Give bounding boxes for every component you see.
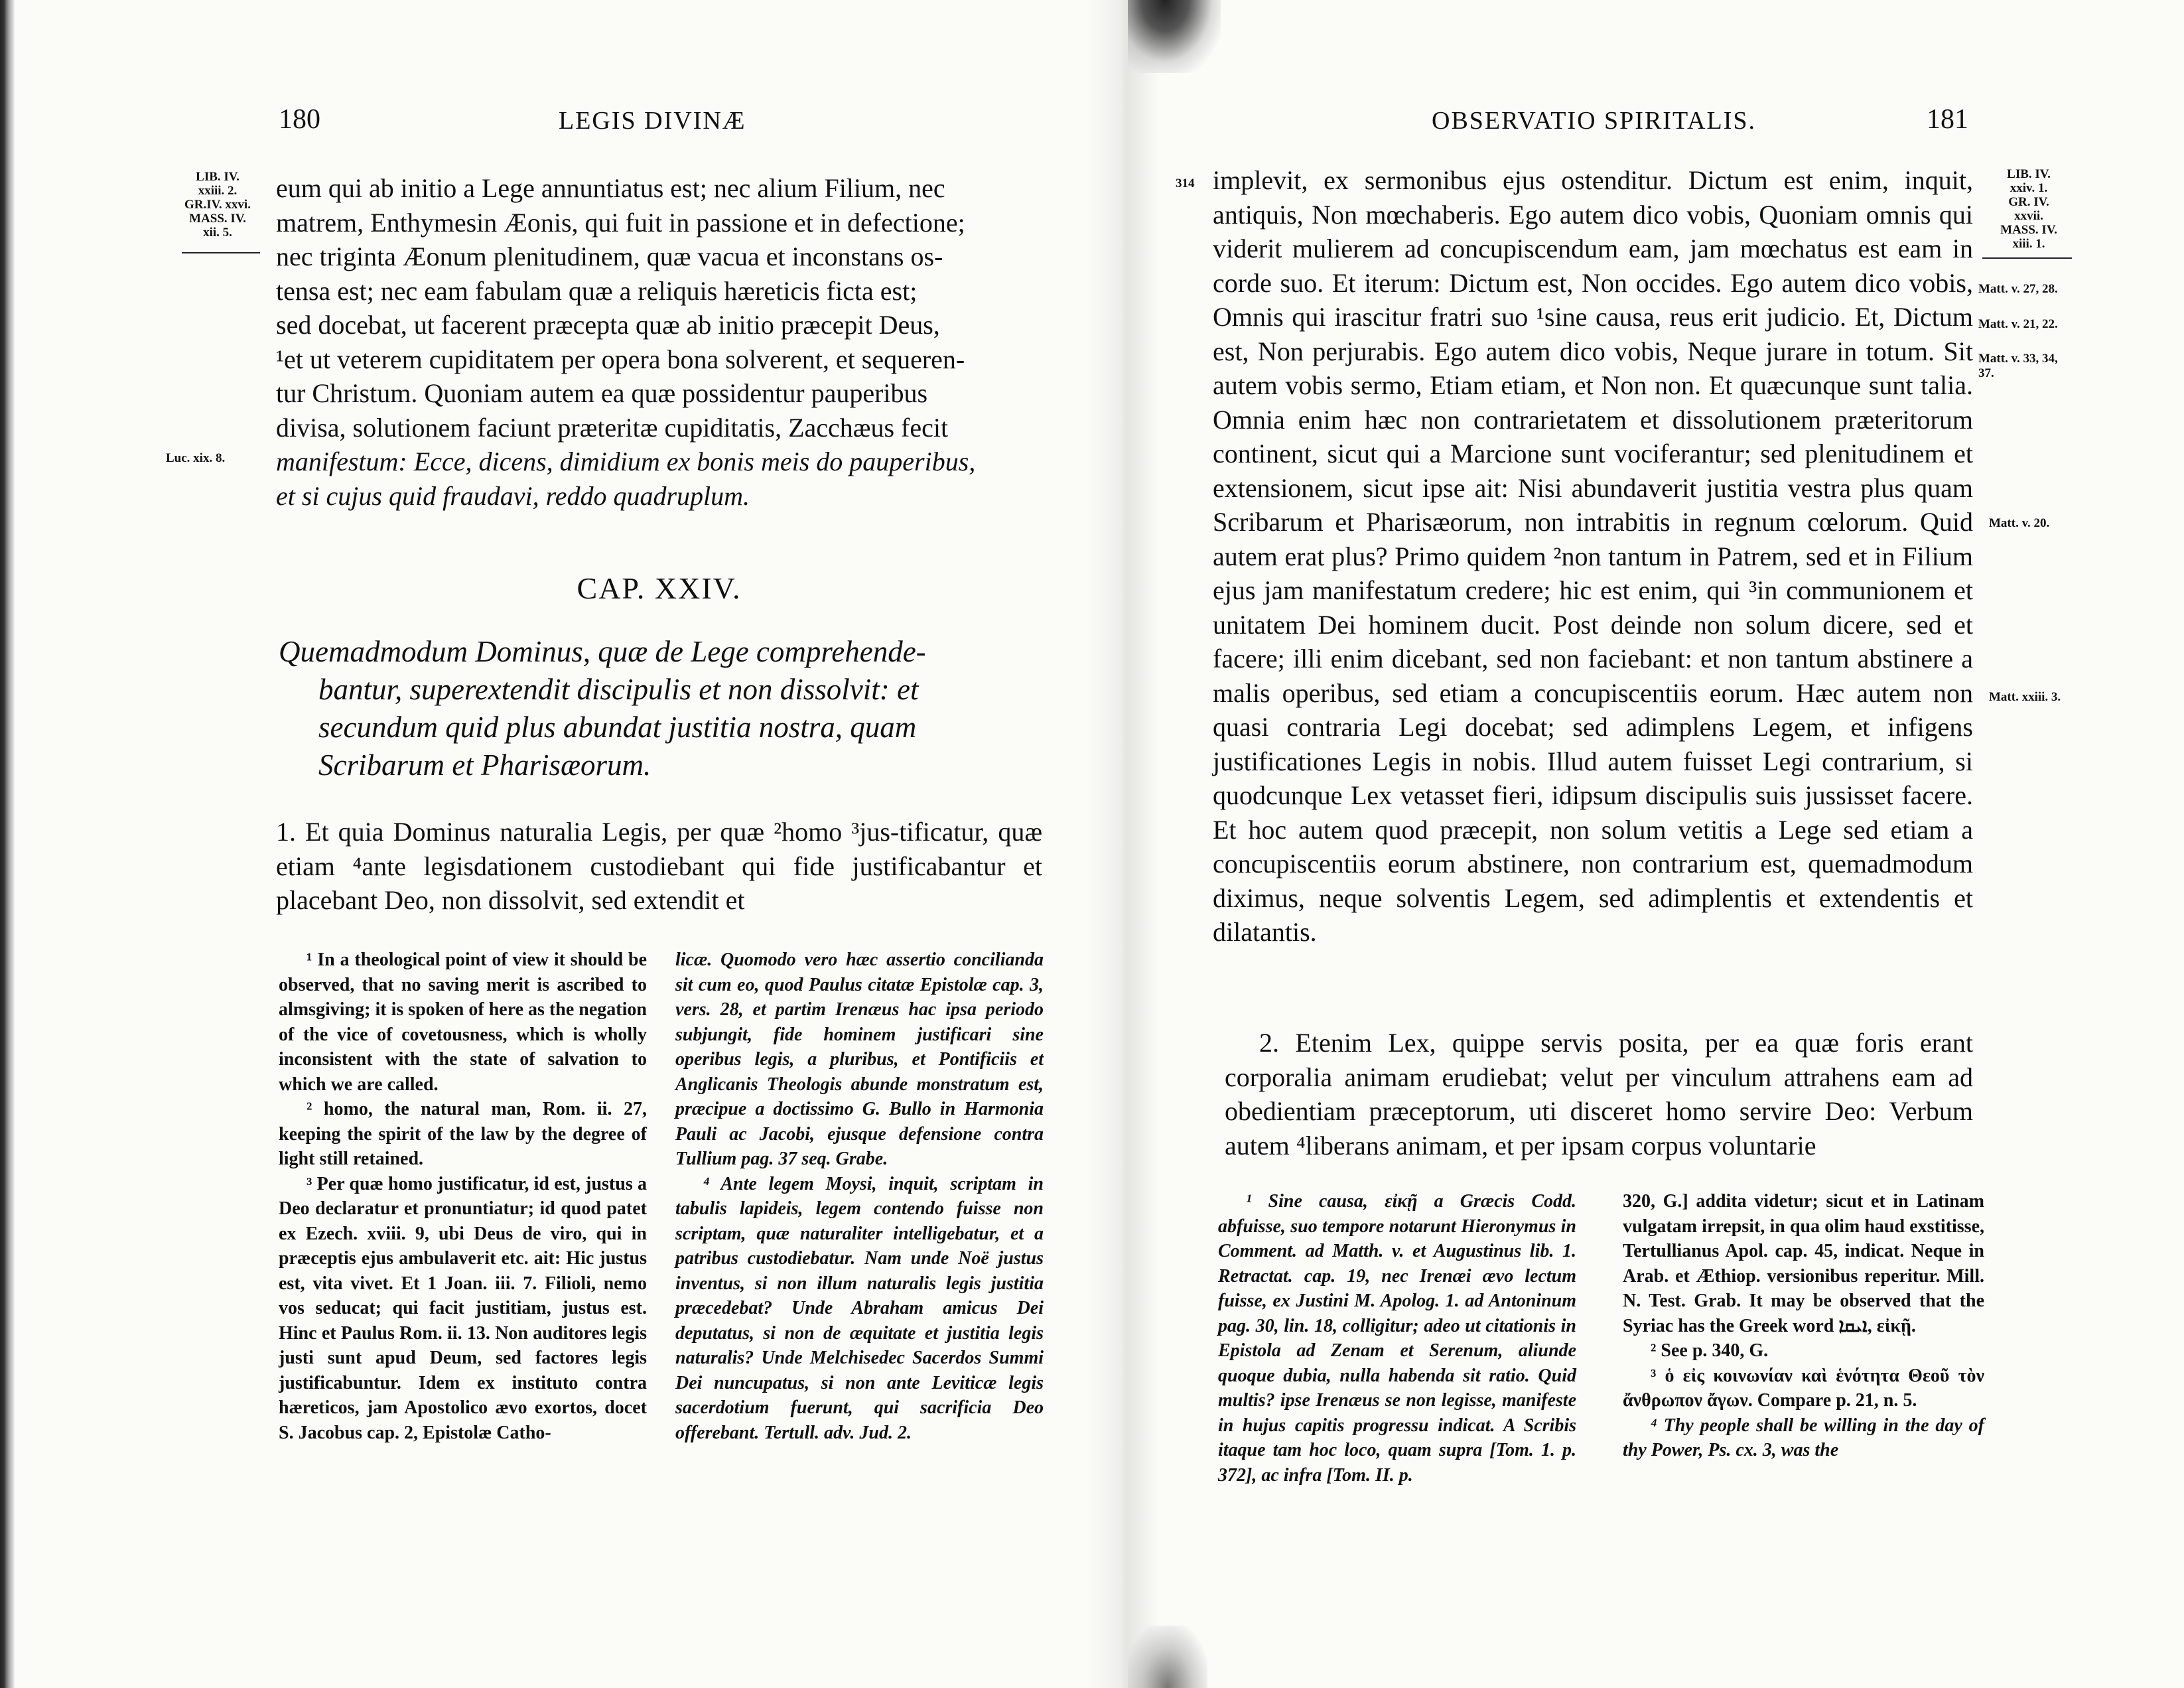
margin-ref-line: MASS. IV. bbox=[189, 212, 246, 226]
scripture-ref: Matt. xxiii. 3. bbox=[1989, 690, 2061, 704]
footnote: ² See p. 340, G. bbox=[1651, 1340, 1769, 1361]
footnote: ³ Per quæ homo justificatur, id est, justus a Deo declaratur et pronuntiatur; id quod patet ex Ezech. xviii. 9, ubi Deus de viro, qui in præceptis ejus ambulaverit etc. ait: Hic justus est, vita vivet. Et 1 Joan. iii. 7. Filioli, nemo vos seducat; qui facit justitiam, justus est. Hinc et Paulus Rom. ii. 13. Non auditores legis justi sunt apud Deum, sed factores legis justificabuntur. Idem ex instituto contra hæreticos, jam Apostolico ævo exortos, docet S. Jacobus cap. 2, Epistolæ Catho- bbox=[279, 1173, 647, 1443]
paragraph-1 bbox=[276, 815, 1042, 918]
text-line: divisa, solutionem faciunt præteritæ cupiditatis, Zacchæus fecit bbox=[276, 412, 949, 443]
scripture-ref: Matt. v. 20. bbox=[1989, 516, 2050, 530]
footnote: ⁴ Thy people shall be willing in the day of thy Power, Ps. cx. 3, was the bbox=[1623, 1415, 1984, 1460]
right-page bbox=[1092, 0, 2184, 1688]
page-number: 181 bbox=[1927, 104, 1968, 135]
page-number: 180 bbox=[279, 104, 320, 135]
margin-section-mark: 314 bbox=[1176, 176, 1195, 190]
footnotes-column-1 bbox=[1218, 1189, 1576, 1488]
margin-ref-line: xxvii. bbox=[2014, 209, 2043, 223]
margin-ref-line: xiii. 1. bbox=[2012, 237, 2045, 251]
footnotes-column-1 bbox=[279, 948, 647, 1445]
margin-ref-line: xxiii. 2. bbox=[198, 184, 238, 198]
margin-ref-line: MASS. IV. bbox=[2000, 223, 2057, 237]
main-text-block bbox=[1213, 163, 1973, 950]
paragraph-text: 2. Etenim Lex, quippe servis posita, per ea quæ foris erant corporalia animam erudiebat; velut per vinculum attrahens eam ad obedientiam præceptorum, uti disceret homo servire Deo: Verbum autem ⁴liberans animam, et per ipsam corpus voluntarie bbox=[1225, 1028, 1973, 1160]
footnote: 320, G.] addita videtur; sicut et in Latinam vulgatam irrepsit, in qua olim haud exstitisse, Tertullianus Apol. cap. 45, indicat. Neque in Arab. et Æthiop. versionibus reperitur. Mill. N. Test. Grab. It may be observed that the Syriac has the Greek word ܐܝܩܐ, εἰκῇ. bbox=[1623, 1191, 1984, 1336]
margin-rule bbox=[182, 252, 260, 253]
main-text-block bbox=[276, 171, 1042, 513]
footnotes-column-2 bbox=[1623, 1189, 1984, 1463]
paragraph-2 bbox=[1225, 1026, 1973, 1162]
text-line: tensa est; nec eam fabulam quæ a reliquis hæreticis ficta est; bbox=[276, 275, 918, 306]
footnote: ² homo, the natural man, Rom. ii. 27, keeping the spirit of the law by the degree of light still retained. bbox=[279, 1099, 647, 1169]
paragraph-text: 1. Et quia Dominus naturalia Legis, per quæ ²homo ³jus-tificatur, quæ etiam ⁴ante legisdationem custodiebant qui fide justificabantur et placebant Deo, non dissolvit, sed extendit et bbox=[276, 817, 1042, 915]
scripture-ref: Matt. v. 27, 28. bbox=[1978, 282, 2058, 296]
margin-book-reference bbox=[180, 170, 255, 240]
margin-ref-line: xii. 5. bbox=[203, 226, 232, 240]
footnote: ⁴ Ante legem Moysi, inquit, scriptam in tabulis lapideis, legem contendo fuisse non scriptam, quæ naturaliter intelligebatur, et a patribus custodiebatur. Nam unde Noë justus inventus, si non illum naturalis legis justitia præcedebat? Unde Abraham amicus Dei deputatus, si non de æquitate et justitia legis naturalis? Unde Melchisedec Sacerdos Summi Dei nuncupatus, si non ante Leviticæ legis sacerdotium fuerunt, qui sacrificia Deo offerebant. Tertull. adv. Jud. 2. bbox=[675, 1173, 1044, 1443]
text-line: ¹et ut veterem cupiditatem per opera bona solverent, et sequeren- bbox=[276, 344, 965, 374]
running-head: OBSERVATIO SPIRITALIS. bbox=[1432, 107, 1757, 135]
paragraph-text: implevit, ex sermonibus ejus ostenditur. Dictum est enim, inquit, antiquis, Non mœchaberis. Ego autem dico vobis, Quoniam omnis qui viderit mulierem ad concupiscendum eam, jam mœchatus est eam in corde suo. Et iterum: Dictum est, Non occides. Ego autem dico vobis, Omnis qui irascitur fratri suo ¹sine causa, reus erit judicio. Et, Dictum est, Non perjurabis. Ego autem dico vobis, Neque jurare in totum. Sit autem vobis sermo, Etiam etiam, et Non non. Et quæcunque sunt talia. Omnia enim hæc non contrarietatem et dissolutionem præteritorum continent, sicut qui a Marcione sunt vociferantur; sed plenitudinem et extensionem, sicut ipse ait: Nisi abundaverit justitia vestra plus quam Scribarum et Pharisæorum, non intrabitis in regnum cœlorum. Quid autem erat plus? Primo quidem ²non tantum in Patrem, sed et in Filium ejus jam manifestatum credere; hic est enim, qui ³in communionem et unitatem Dei hominem ducit. Post deinde non solum dicere, sed et facere; illi enim dicebant, sed non faciebant: et non tantum abstinere a malis operibus, sed etiam a concupiscentiis eorum. Hæc autem non quasi contraria Legi docebat; sed adimplens Legem, et infigens justificationes Legis in nobis. Illud autem fuisset Legi contrarium, si quodcunque Lex vetasset fieri, idipsum discipulis suis jussisset facere. Et hoc autem quod præcepit, non solum vetitis a Lege sed etiam a concupiscentiis eorum abstinere, non contrarium est, quemadmodum diximus, neque solventis Legem, sed adimplentis et extendentis et dilatantis. bbox=[1213, 165, 1973, 947]
chapter-summary-first-line: Quemadmodum Dominus, quæ de Lege comprehende- bbox=[279, 635, 926, 668]
scripture-ref: Luc. xix. 8. bbox=[166, 451, 226, 465]
text-line: nec triginta Æonum plenitudinem, quæ vacua et inconstans os- bbox=[276, 242, 943, 271]
margin-ref-line: GR. IV. bbox=[2008, 195, 2049, 209]
chapter-summary bbox=[279, 633, 1042, 784]
margin-ref-line: GR.IV. xxvi. bbox=[184, 198, 251, 212]
text-line: tur Christum. Quoniam autem ea quæ possidentur pauperibus bbox=[276, 378, 928, 408]
margin-ref-line: LIB. IV. bbox=[196, 170, 239, 184]
margin-book-reference bbox=[1989, 167, 2069, 251]
footnote: licæ. Quomodo vero hæc assertio concilianda sit cum eo, quod Paulus citatæ Epistolæ cap. 3, vers. 28, et partim Irenæus hac ipsa periodo subjungit, fide hominem justificari sine operibus legis, a pluribus, et Pontificiis et Anglicanis Theologis abunde monstratum est, præcipue a doctissimo G. Bullo in Harmonia Pauli ac Jacobi, ejusque defensione contra Tullium pag. 37 seq. Grabe. bbox=[675, 950, 1044, 1169]
running-head: LEGIS DIVINÆ bbox=[559, 107, 746, 135]
margin-ref-line: LIB. IV. bbox=[2007, 167, 2051, 181]
text-line: et si cujus quid fraudavi, reddo quadruplum. bbox=[276, 480, 750, 511]
footnote: ³ ὁ εἰς κοινωνίαν καὶ ἑνότητα Θεοῦ τὸν ἄνθρωπον ἄγων. Compare p. 21, n. 5. bbox=[1623, 1365, 1984, 1411]
footnotes-column-2 bbox=[675, 948, 1044, 1445]
scripture-ref: Matt. v. 21, 22. bbox=[1978, 317, 2058, 331]
text-line: eum qui ab initio a Lege annuntiatus est; nec alium Filium, nec bbox=[276, 173, 945, 203]
text-line: manifestum: Ecce, dicens, dimidium ex bonis meis do pauperibus, bbox=[276, 447, 976, 476]
footnote: ¹ In a theological point of view it should be observed, that no saving merit is ascribed to almsgiving; it is spoken of here as the negation of the vice of covetousness, which is wholly inconsistent with the state of salvation to which we are called. bbox=[279, 950, 647, 1095]
margin-ref-line: xxiv. 1. bbox=[2010, 181, 2048, 195]
text-line: sed docebat, ut facerent præcepta quæ ab initio præcepit Deus, bbox=[276, 310, 940, 340]
chapter-heading: CAP. XXIV. bbox=[577, 571, 742, 605]
scripture-ref: Matt. v. 33, 34, 37. bbox=[1978, 352, 2058, 380]
footnote: ¹ Sine causa, εἰκῇ a Græcis Codd. abfuisse, suo tempore notarunt Hieronymus in Comment. ad Matth. v. et Augustinus lib. 1. Retractat. cap. 19, nec Irenæi ævo lectum fuisse, ex Justini M. Apolog. 1. ad Antoninum pag. 30, lin. 18, colligitur; adeo ut citationis in Epistola ad Zenam et Serenum, aliunde quoque dubia, nulla habenda sit ratio. Quid multis? ipse Irenæus se non legisse, manifeste in hujus capitis progressu indicat. A Scribis itaque tam hoc loco, quam supra [Tom. 1. p. 372], ac infra [Tom. II. p. bbox=[1218, 1191, 1576, 1486]
chapter-summary-rest: bantur, superextendit discipulis et non dissolvit: et secundum quid plus abundat justitia nostra, quam Scribarum et Pharisæorum. bbox=[318, 673, 919, 782]
margin-rule bbox=[1982, 257, 2072, 259]
text-line: matrem, Enthymesin Æonis, qui fuit in passione et in defectione; bbox=[276, 207, 965, 238]
